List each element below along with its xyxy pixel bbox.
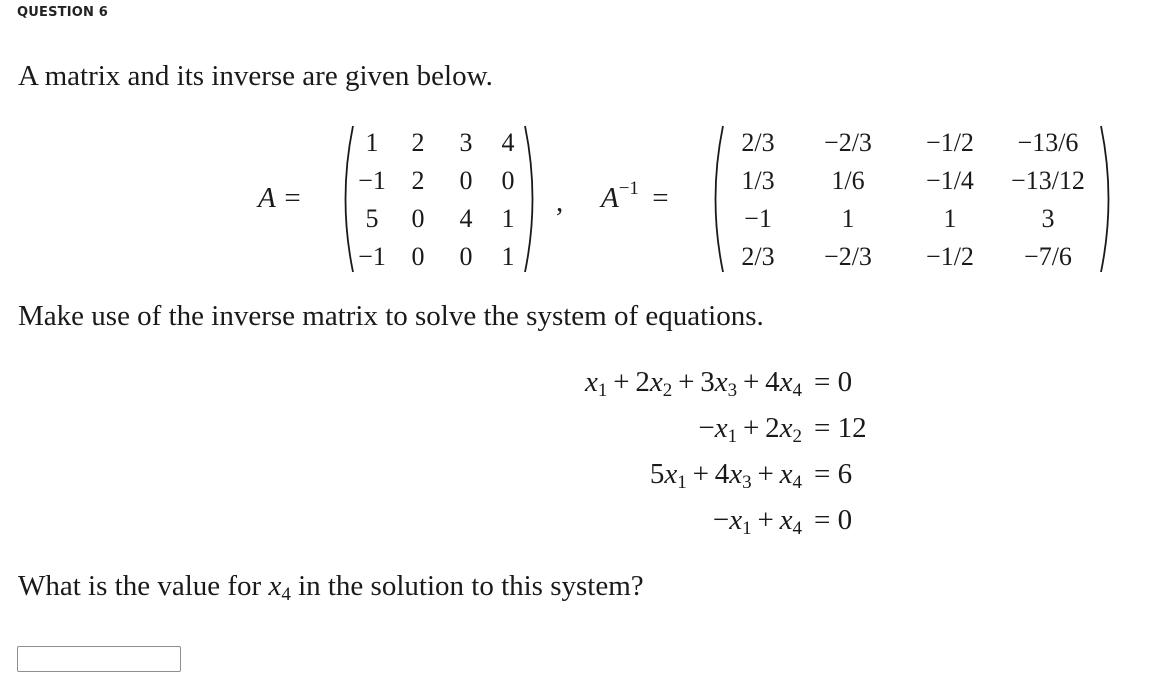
matrix-a-inverse-row	[722, 162, 1098, 200]
equation-lhs: $x_1 + 2x_2 + 3x_3 + 4x_4$	[585, 366, 802, 401]
matrix-a-inverse-cell: −2/3	[824, 128, 872, 157]
matrix-a	[352, 124, 528, 276]
matrix-a-row	[352, 124, 528, 162]
matrix-a-inverse-cell: 1/3	[741, 166, 775, 195]
matrix-a-cell: 2	[411, 128, 425, 157]
matrix-a-cell: 0	[501, 166, 515, 195]
matrix-a-inverse-cell: 2/3	[741, 242, 775, 271]
matrix-a-inverse-cell: −1/4	[926, 166, 974, 195]
matrix-a-inverse-cell: −13/12	[1011, 166, 1085, 195]
matrix-a-inverse-cell: −13/6	[1017, 128, 1079, 157]
matrix-a-inverse-cell: 1	[841, 204, 855, 233]
matrix-a-inverse-label	[601, 178, 669, 215]
matrix-a-inverse-cell: −1/2	[926, 128, 974, 157]
question-variable-subscript: 4	[281, 584, 291, 605]
matrix-a-inverse-row	[722, 200, 1098, 238]
matrix-a-inverse-base: A	[601, 182, 619, 214]
question-text-before: What is the value for	[18, 570, 262, 602]
instruction-text: Make use of the inverse matrix to solve the system of equations.	[18, 300, 764, 332]
equation-rhs: = 6	[814, 458, 853, 490]
matrix-a-inverse-cell: −1	[744, 204, 772, 233]
matrix-a-cell: 4	[459, 204, 473, 233]
matrix-a-cell: 1	[365, 128, 379, 157]
matrix-a-inverse	[722, 124, 1098, 276]
matrix-a-cell: 3	[459, 128, 473, 157]
matrix-a-cell: 0	[459, 242, 473, 271]
matrix-a-inverse-cell: 3	[1041, 204, 1055, 233]
matrix-a-inverse-cell: 2/3	[741, 128, 775, 157]
matrix-separator: ,	[556, 186, 564, 218]
matrix-a-cell: 0	[459, 166, 473, 195]
intro-text: A matrix and its inverse are given below.	[18, 60, 493, 92]
matrix-a-cell: 0	[411, 204, 425, 233]
matrix-a-cell: −1	[358, 242, 386, 271]
question-text-after: in the solution to this system?	[298, 570, 644, 602]
matrix-a-cell: 1	[501, 204, 515, 233]
matrix-a-inverse-right-paren	[1098, 124, 1118, 274]
matrix-a-cell: 0	[411, 242, 425, 271]
matrix-a-inverse-equals: =	[652, 182, 669, 214]
question-variable: x	[268, 570, 282, 602]
question-number-label: QUESTION 6	[17, 5, 109, 20]
matrix-a-label: A =	[258, 182, 303, 214]
matrix-a-inverse-row	[722, 238, 1098, 276]
matrix-a-row	[352, 162, 528, 200]
matrix-a-cell: 2	[411, 166, 425, 195]
matrix-a-inverse-cell: 1	[943, 204, 957, 233]
matrix-a-row	[352, 238, 528, 276]
matrix-a-right-paren	[522, 124, 542, 274]
matrix-a-cell: 4	[501, 128, 515, 157]
question-text	[18, 570, 644, 603]
matrix-a-inverse-cell: −2/3	[824, 242, 872, 271]
equation-lhs: $-x_1 + x_4$	[712, 504, 802, 539]
equation-lhs: $-x_1 + 2x_2$	[698, 412, 802, 447]
matrix-a-inverse-cell: 1/6	[831, 166, 865, 195]
matrix-a-cell: 5	[365, 204, 379, 233]
matrix-a-inverse-exponent: −1	[618, 178, 639, 199]
equation-rhs: = 0	[814, 504, 853, 536]
matrix-a-row	[352, 200, 528, 238]
equation-rhs: = 0	[814, 366, 853, 398]
matrix-a-inverse-cell: −7/6	[1024, 242, 1072, 271]
equation-rhs: = 12	[814, 412, 867, 444]
matrix-a-cell: 1	[501, 242, 515, 271]
matrix-a-inverse-cell: −1/2	[926, 242, 974, 271]
equation-lhs: $5x_1 + 4x_3 + x_4$	[649, 458, 802, 493]
matrix-a-inverse-row	[722, 124, 1098, 162]
answer-input[interactable]	[17, 646, 181, 672]
matrix-a-cell: −1	[358, 166, 386, 195]
